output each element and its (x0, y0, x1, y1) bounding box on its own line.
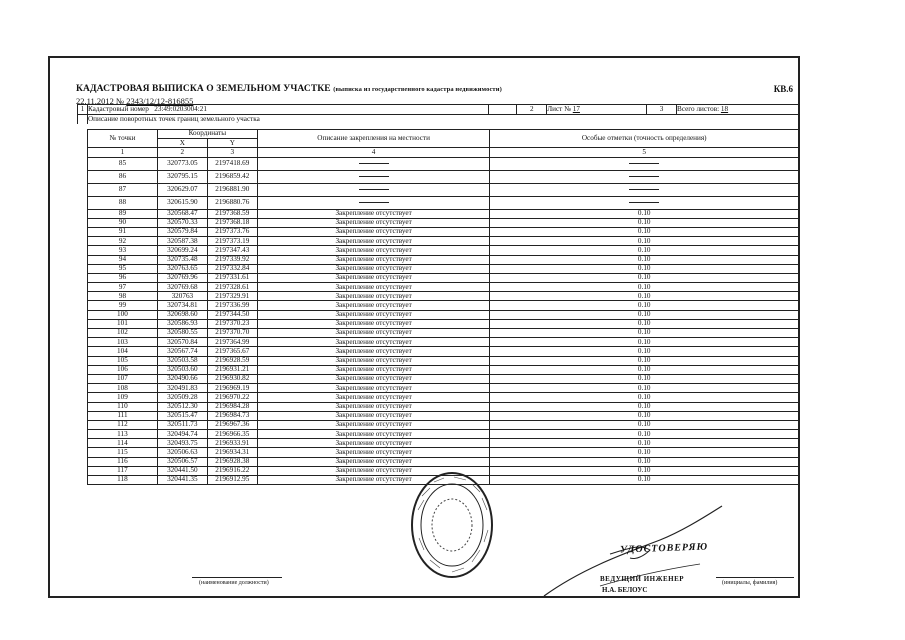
coord-y: 2196859.42 (207, 170, 257, 183)
accuracy-note: 0.10 (490, 402, 799, 411)
fixing-description: Закрепление отсутствует (257, 301, 490, 310)
point-number: 91 (88, 227, 158, 236)
points-grid: № точки Координаты Описание закрепления на местности Особые отметки (точность определения) X Y 1 2 3 4 5 85 320773.05 2197418.69 86 320795.15 2196859.42 87 320629.07 2196881.90 88 320615.90 2196880.76 89 320568.47 2197368.59 Закрепление отсутствует 0.10 90 320570.33 2197368.18 Закрепление отсутствует 0.10 91 320579.84 2197373.76 Закрепление отсутствует 0.10 92 320587.38 2197373.19 Закрепление отсутствует 0.10 93 320699.24 2197347.43 Закрепление отсутствует 0.10 94 320735.48 2197339.92 Закрепление отсутствует 0.10 95 320763.65 2197332.84 Закрепление отсутствует 0.10 96 320769.96 2197331.61 Закрепление отсутствует 0.10 97 320769.68 2197328.61 Закрепление отсутствует 0.10 98 320763 2197329.91 Закрепление отсутствует 0.10 99 320734.81 2197336.99 Закрепление отсутствует 0.10 100 320698.60 2197344.50 Закрепление отсутствует 0.10 101 320586.93 2197370.23 Закрепление отсутствует 0.10 102 320580.55 2197370.70 Закрепление отсутствует 0.10 103 320570.84 2197364.99 Закрепление отсутствует 0.10 104 320567.74 2197365.67 Закрепление отсутствует 0.10 105 320503.58 2196928.59 Закрепление отсутствует 0.10 106 320503.60 2196931.21 Закрепление отсутствует 0.10 107 320490.66 2196930.82 Закрепление отсутствует 0.10 108 320491.83 2196969.19 Закрепление отсутствует 0.10 109 320509.28 2196970.22 Закрепление отсутствует 0.10 110 320512.30 2196984.28 Закрепление отсутствует 0.10 111 320515.47 2196984.73 Закрепление отсутствует 0.10 112 320511.73 2196967.36 Закрепление отсутствует 0.10 113 320494.74 2196966.35 Закрепление отсутствует 0.10 114 320493.75 2196933.91 Закрепление отсутствует 0.10 115 320506.63 2196934.31 Закрепление отсутствует 0.10 116 320506.57 2196928.38 Закрепление отсутствует 0.10 117 320441.50 2196916.22 Закрепление отсутствует 0.10 118 320441.35 2196912.95 Закрепление отсутствует 0.10 (87, 129, 799, 485)
coord-x: 320441.35 (157, 476, 207, 485)
fixing-description: Закрепление отсутствует (257, 227, 490, 236)
fixing-description: Закрепление отсутствует (257, 393, 490, 402)
accuracy-note (490, 157, 799, 170)
fixing-description: Закрепление отсутствует (257, 420, 490, 429)
accuracy-note: 0.10 (490, 439, 799, 448)
fixing-description: Закрепление отсутствует (257, 218, 490, 227)
initials-caption: (инициалы, фамилия) (722, 580, 778, 586)
col-point: № точки (88, 130, 158, 148)
table-row (88, 209, 799, 218)
coord-y: 2196930.82 (207, 374, 257, 383)
coord-x: 320491.83 (157, 384, 207, 393)
point-number: 118 (88, 476, 158, 485)
coord-x: 320734.81 (157, 301, 207, 310)
total-sheets: Всего листов: 18 (677, 105, 799, 115)
coord-y: 2196928.38 (207, 457, 257, 466)
coord-y: 2197370.70 (207, 329, 257, 338)
accuracy-note: 0.10 (490, 430, 799, 439)
coord-y: 2196916.22 (207, 466, 257, 475)
col-y: Y (207, 139, 257, 148)
point-number: 103 (88, 338, 158, 347)
date-and-number: 22.11.2012 № 2343/12/12-816855 (76, 96, 194, 106)
coord-x: 320773.05 (157, 157, 207, 170)
coord-y: 2196984.73 (207, 411, 257, 420)
point-number: 92 (88, 237, 158, 246)
point-number: 109 (88, 393, 158, 402)
table-row (88, 393, 799, 402)
accuracy-note: 0.10 (490, 476, 799, 485)
coord-x: 320763 (157, 292, 207, 301)
coord-y: 2196933.91 (207, 439, 257, 448)
accuracy-note: 0.10 (490, 246, 799, 255)
accuracy-note: 0.10 (490, 273, 799, 282)
accuracy-note: 0.10 (490, 227, 799, 236)
coord-y: 2196931.21 (207, 365, 257, 374)
point-number: 100 (88, 310, 158, 319)
coord-y: 2197368.59 (207, 209, 257, 218)
point-number: 115 (88, 448, 158, 457)
fixing-description: Закрепление отсутствует (257, 338, 490, 347)
accuracy-note: 0.10 (490, 411, 799, 420)
coord-x: 320580.55 (157, 329, 207, 338)
point-number: 97 (88, 283, 158, 292)
form-code: КВ.6 (773, 84, 793, 94)
position-caption: (наименование должности) (199, 580, 269, 586)
coord-y: 2196934.31 (207, 448, 257, 457)
accuracy-note: 0.10 (490, 393, 799, 402)
accuracy-note: 0.10 (490, 457, 799, 466)
coord-y: 2196984.28 (207, 402, 257, 411)
coord-y: 2197336.99 (207, 301, 257, 310)
point-number: 112 (88, 420, 158, 429)
table-row (88, 283, 799, 292)
point-number: 88 (88, 196, 158, 209)
fixing-description: Закрепление отсутствует (257, 365, 490, 374)
fixing-description: Закрепление отсутствует (257, 329, 490, 338)
col-x: X (157, 139, 207, 148)
accuracy-note: 0.10 (490, 283, 799, 292)
fixing-description: Закрепление отсутствует (257, 310, 490, 319)
accuracy-note: 0.10 (490, 384, 799, 393)
accuracy-note (490, 170, 799, 183)
point-number: 114 (88, 439, 158, 448)
point-number: 89 (88, 209, 158, 218)
coord-x: 320503.60 (157, 365, 207, 374)
table-row (88, 329, 799, 338)
fixing-description (257, 196, 490, 209)
fixing-description: Закрепление отсутствует (257, 246, 490, 255)
table-row (88, 273, 799, 282)
coord-x: 320570.84 (157, 338, 207, 347)
accuracy-note: 0.10 (490, 374, 799, 383)
table-row (88, 365, 799, 374)
fixing-description: Закрепление отсутствует (257, 356, 490, 365)
table-row (88, 457, 799, 466)
coord-x: 320586.93 (157, 319, 207, 328)
coord-y: 2197364.99 (207, 338, 257, 347)
fixing-description: Закрепление отсутствует (257, 264, 490, 273)
empty-dash (359, 202, 389, 203)
point-number: 98 (88, 292, 158, 301)
table-row (88, 157, 799, 170)
coord-x: 320698.60 (157, 310, 207, 319)
coord-x: 320490.66 (157, 374, 207, 383)
coord-y: 2197365.67 (207, 347, 257, 356)
accuracy-note: 0.10 (490, 301, 799, 310)
seal-lettering (418, 477, 488, 572)
coord-y: 2196969.19 (207, 384, 257, 393)
fixing-description: Закрепление отсутствует (257, 283, 490, 292)
coord-y: 2196967.36 (207, 420, 257, 429)
accuracy-note (490, 183, 799, 196)
coord-y: 2197347.43 (207, 246, 257, 255)
coord-y: 2197373.76 (207, 227, 257, 236)
point-number: 104 (88, 347, 158, 356)
coord-y: 2197328.61 (207, 283, 257, 292)
seal-inner-ring (421, 484, 483, 566)
point-number: 96 (88, 273, 158, 282)
coord-x: 320511.73 (157, 420, 207, 429)
coord-x: 320699.24 (157, 246, 207, 255)
coord-y: 2197373.19 (207, 237, 257, 246)
accuracy-note: 0.10 (490, 218, 799, 227)
accuracy-note: 0.10 (490, 466, 799, 475)
point-number: 87 (88, 183, 158, 196)
point-number: 113 (88, 430, 158, 439)
accuracy-note: 0.10 (490, 237, 799, 246)
table-row (88, 218, 799, 227)
table-row (88, 246, 799, 255)
table-row (88, 319, 799, 328)
point-number: 116 (88, 457, 158, 466)
empty-dash (629, 176, 659, 177)
coord-x: 320763.65 (157, 264, 207, 273)
point-number: 107 (88, 374, 158, 383)
fixing-description: Закрепление отсутствует (257, 411, 490, 420)
fixing-description: Закрепление отсутствует (257, 255, 490, 264)
coord-x: 320494.74 (157, 430, 207, 439)
point-number: 110 (88, 402, 158, 411)
coord-x: 320579.84 (157, 227, 207, 236)
accuracy-note: 0.10 (490, 292, 799, 301)
coord-x: 320515.47 (157, 411, 207, 420)
fixing-description (257, 170, 490, 183)
fixing-description: Закрепление отсутствует (257, 347, 490, 356)
point-number: 101 (88, 319, 158, 328)
point-number: 90 (88, 218, 158, 227)
fixing-description (257, 157, 490, 170)
table-row (88, 402, 799, 411)
coord-x: 320587.38 (157, 237, 207, 246)
fixing-description: Закрепление отсутствует (257, 448, 490, 457)
coord-x: 320568.47 (157, 209, 207, 218)
table-row (88, 356, 799, 365)
coord-x: 320615.90 (157, 196, 207, 209)
table-row (88, 420, 799, 429)
fixing-description (257, 183, 490, 196)
empty-dash (359, 163, 389, 164)
coord-x: 320567.74 (157, 347, 207, 356)
table-row (88, 292, 799, 301)
cadastral-number: 23:49:0203004:21 (154, 104, 207, 113)
certify-stamp: УДОСТОВЕРЯЮ (619, 541, 709, 556)
table-row (88, 448, 799, 457)
table-row (88, 196, 799, 209)
accuracy-note: 0.10 (490, 356, 799, 365)
point-number: 94 (88, 255, 158, 264)
empty-dash (629, 202, 659, 203)
col-desc: Описание закрепления на местности (257, 130, 490, 148)
accuracy-note: 0.10 (490, 310, 799, 319)
round-seal (410, 470, 494, 580)
coord-x: 320795.15 (157, 170, 207, 183)
coord-y: 2196880.76 (207, 196, 257, 209)
accuracy-note: 0.10 (490, 365, 799, 374)
accuracy-note: 0.10 (490, 448, 799, 457)
table-row (88, 264, 799, 273)
table-row (88, 170, 799, 183)
fixing-description: Закрепление отсутствует (257, 292, 490, 301)
coord-y: 2197368.18 (207, 218, 257, 227)
point-number: 86 (88, 170, 158, 183)
coord-y: 2196912.95 (207, 476, 257, 485)
point-number: 102 (88, 329, 158, 338)
accuracy-note (490, 196, 799, 209)
fixing-description: Закрепление отсутствует (257, 466, 490, 475)
fixing-description: Закрепление отсутствует (257, 209, 490, 218)
empty-dash (359, 189, 389, 190)
col-coords: Координаты (157, 130, 257, 139)
accuracy-note: 0.10 (490, 329, 799, 338)
accuracy-note: 0.10 (490, 347, 799, 356)
table-row (88, 374, 799, 383)
table-row (88, 384, 799, 393)
coord-x: 320769.68 (157, 283, 207, 292)
points-table (77, 104, 799, 124)
fixing-description: Закрепление отсутствует (257, 402, 490, 411)
meta-row: 1 Кадастровый номер 23:49:0203004:21 2 Лист № 17 3 Всего листов: 18 (78, 105, 799, 115)
point-number: 95 (88, 264, 158, 273)
point-number: 99 (88, 301, 158, 310)
accuracy-note: 0.10 (490, 255, 799, 264)
coord-x: 320629.07 (157, 183, 207, 196)
coord-x: 320735.48 (157, 255, 207, 264)
accuracy-note: 0.10 (490, 338, 799, 347)
fixing-description: Закрепление отсутствует (257, 439, 490, 448)
coord-y: 2196881.90 (207, 183, 257, 196)
point-number: 111 (88, 411, 158, 420)
coord-y: 2196966.35 (207, 430, 257, 439)
accuracy-note: 0.10 (490, 264, 799, 273)
section-title: Описание поворотных точек границ земельного участка (87, 115, 798, 125)
coord-x: 320769.96 (157, 273, 207, 282)
table-row (88, 183, 799, 196)
coord-x: 320503.58 (157, 356, 207, 365)
fixing-description: Закрепление отсутствует (257, 384, 490, 393)
coord-y: 2197418.69 (207, 157, 257, 170)
fixing-description: Закрепление отсутствует (257, 273, 490, 282)
empty-dash (629, 163, 659, 164)
table-row (88, 237, 799, 246)
coord-x: 320441.50 (157, 466, 207, 475)
fixing-description: Закрепление отсутствует (257, 319, 490, 328)
coord-y: 2196928.59 (207, 356, 257, 365)
accuracy-note: 0.10 (490, 209, 799, 218)
coord-x: 320493.75 (157, 439, 207, 448)
fixing-description: Закрепление отсутствует (257, 374, 490, 383)
position-line (192, 577, 282, 578)
table-row (88, 227, 799, 236)
seal-core (432, 499, 472, 551)
table-row (88, 347, 799, 356)
fixing-description: Закрепление отсутствует (257, 237, 490, 246)
empty-dash (629, 189, 659, 190)
table-row (88, 301, 799, 310)
point-number: 106 (88, 365, 158, 374)
table-row (88, 439, 799, 448)
col-notes: Особые отметки (точность определения) (490, 130, 799, 148)
point-number: 93 (88, 246, 158, 255)
accuracy-note: 0.10 (490, 420, 799, 429)
coord-y: 2197344.50 (207, 310, 257, 319)
coord-y: 2196970.22 (207, 393, 257, 402)
coord-y: 2197331.61 (207, 273, 257, 282)
table-row (88, 255, 799, 264)
coord-x: 320509.28 (157, 393, 207, 402)
coord-x: 320512.30 (157, 402, 207, 411)
point-number: 108 (88, 384, 158, 393)
coord-y: 2197332.84 (207, 264, 257, 273)
engineer-name: Н.А. БЕЛОУС (602, 586, 648, 594)
point-number: 117 (88, 466, 158, 475)
point-number: 85 (88, 157, 158, 170)
accuracy-note: 0.10 (490, 319, 799, 328)
coord-y: 2197329.91 (207, 292, 257, 301)
table-row (88, 430, 799, 439)
coord-y: 2197370.23 (207, 319, 257, 328)
document-title: КАДАСТРОВАЯ ВЫПИСКА О ЗЕМЕЛЬНОМ УЧАСТКЕ (выписка из государственного кадастра недвижимости) (76, 84, 502, 94)
fixing-description: Закрепление отсутствует (257, 457, 490, 466)
table-row (88, 411, 799, 420)
engineer-title: ВЕДУЩИЙ ИНЖЕНЕР (600, 575, 685, 583)
coord-x: 320570.33 (157, 218, 207, 227)
coord-y: 2197339.92 (207, 255, 257, 264)
table-row (88, 338, 799, 347)
point-number: 105 (88, 356, 158, 365)
coord-x: 320506.57 (157, 457, 207, 466)
empty-dash (359, 176, 389, 177)
coord-x: 320506.63 (157, 448, 207, 457)
sheet-number: Лист № 17 (547, 105, 647, 115)
fixing-description: Закрепление отсутствует (257, 476, 490, 485)
table-row (88, 310, 799, 319)
fixing-description: Закрепление отсутствует (257, 430, 490, 439)
seal-outer-ring (412, 473, 492, 577)
